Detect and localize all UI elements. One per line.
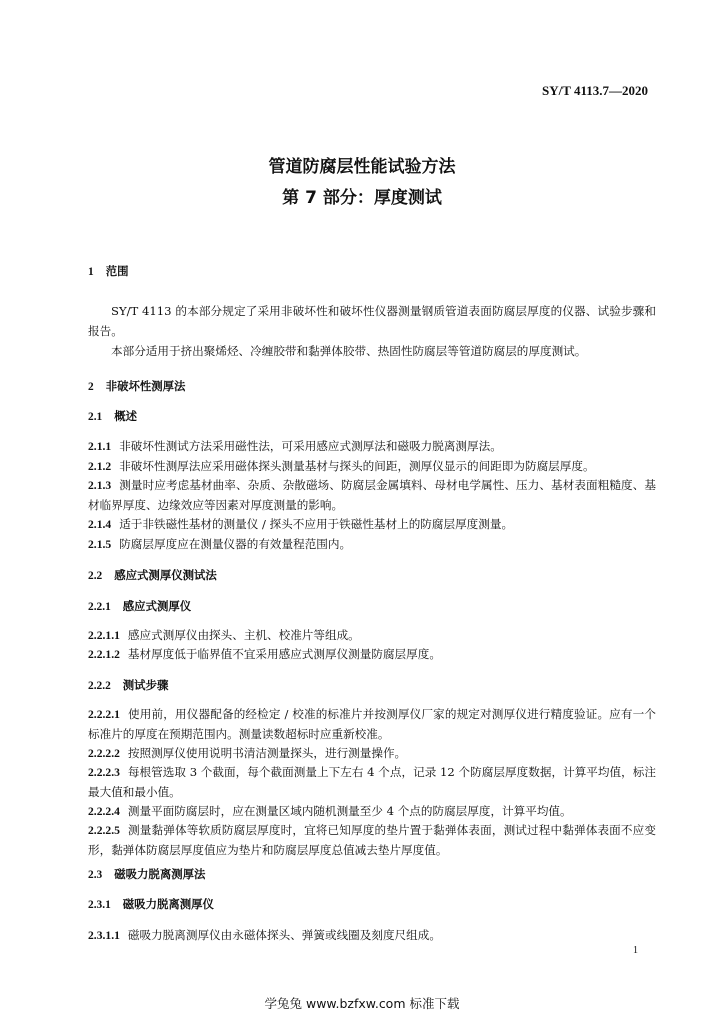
clause-2-3-1-1: 2.3.1.1 磁吸力脱离测厚仪由永磁体探头、弹簧或线圈及刻度尺组成。 [88,928,441,942]
paragraph-scope-1: SY/T 4113 的本部分规定了采用非破坏性和破坏性仪器测量钢质管道表面防腐层厚度的仪器、试验步骤和报告。 [88,304,656,338]
section-heading-2-3-1: 2.3.1 磁吸力脱离测厚仪 [88,897,214,911]
clause-2-2-2-5: 2.2.2.5 测量黏弹体等软质防腐层厚度时，宜将已知厚度的垫片置于黏弹体表面，测试过程中黏弹体表面不应变形，黏弹体防腐层厚度值应为垫片和防腐层厚度总值减去垫片厚度值。 [88,823,656,857]
section-heading-2-2-1: 2.2.1 感应式测厚仪 [88,599,192,613]
clause-2-1-2: 2.1.2 非破坏性测厚法应采用磁体探头测量基材与探头的间距，测厚仪显示的间距即为防腐层厚度。 [88,459,595,473]
clause-2-2-2-1: 2.2.2.1 使用前，用仪器配备的经检定 / 校准的标准片并按测厚仪厂家的规定对测厚仪进行精度验证。应有一个标准片的厚度在预期范围内。测量读数超标时应重新校准。 [88,707,656,741]
clause-2-1-4: 2.1.4 适于非铁磁性基材的测量仪 / 探头不应用于铁磁性基材上的防腐层厚度测量。 [88,517,514,531]
section-heading-1: 1 范围 [88,264,129,278]
clause-2-1-1: 2.1.1 非破坏性测试方法采用磁性法，可采用感应式测厚法和磁吸力脱离测厚法。 [88,439,502,453]
clause-2-2-2-3: 2.2.2.3 每根管选取 3 个截面，每个截面测量上下左右 4 个点，记录 12 个防腐层厚度数据，计算平均值，标注最大值和最小值。 [88,765,656,799]
clause-2-2-2-4: 2.2.2.4 测量平面防腐层时，应在测量区域内随机测量至少 4 个点的防腐层厚度，计算平均值。 [88,804,572,818]
standard-code: SY/T 4113.7—2020 [542,83,648,98]
document-subtitle: 第 7 部分：厚度测试 [282,188,442,208]
page-number: 1 [633,945,638,956]
clause-2-1-3: 2.1.3 测量时应考虑基材曲率、杂质、杂散磁场、防腐层金属填料、母材电学属性、压力、基材表面粗糙度、基材临界厚度、边缘效应等因素对厚度测量的影响。 [88,478,656,512]
document-title: 管道防腐层性能试验方法 [268,157,456,177]
clause-2-2-2-2: 2.2.2.2 按照测厚仪使用说明书清洁测量探头，进行测量操作。 [88,746,407,760]
paragraph-scope-2: 本部分适用于挤出聚烯烃、冷缠胶带和黏弹体胶带、热固性防腐层等管道防腐层的厚度测试。 [111,344,587,358]
section-heading-2-2-2: 2.2.2 测试步骤 [88,678,169,692]
clause-2-1-5: 2.1.5 防腐层厚度应在测量仪器的有效量程范围内。 [88,537,352,551]
section-heading-2-3: 2.3 磁吸力脱离测厚法 [88,867,206,881]
section-heading-2-2: 2.2 感应式测厚仪测试法 [88,568,217,582]
clause-2-2-1-1: 2.2.1.1 感应式测厚仪由探头、主机、校准片等组成。 [88,628,360,642]
section-heading-2-1: 2.1 概述 [88,409,138,423]
footer-watermark: 学兔兔 www.bzfxw.com 标准下载 [264,996,460,1011]
clause-2-2-1-2: 2.2.1.2 基材厚度低于临界值不宜采用感应式测厚仪测量防腐层厚度。 [88,647,441,661]
section-heading-2: 2 非破坏性测厚法 [88,379,186,393]
